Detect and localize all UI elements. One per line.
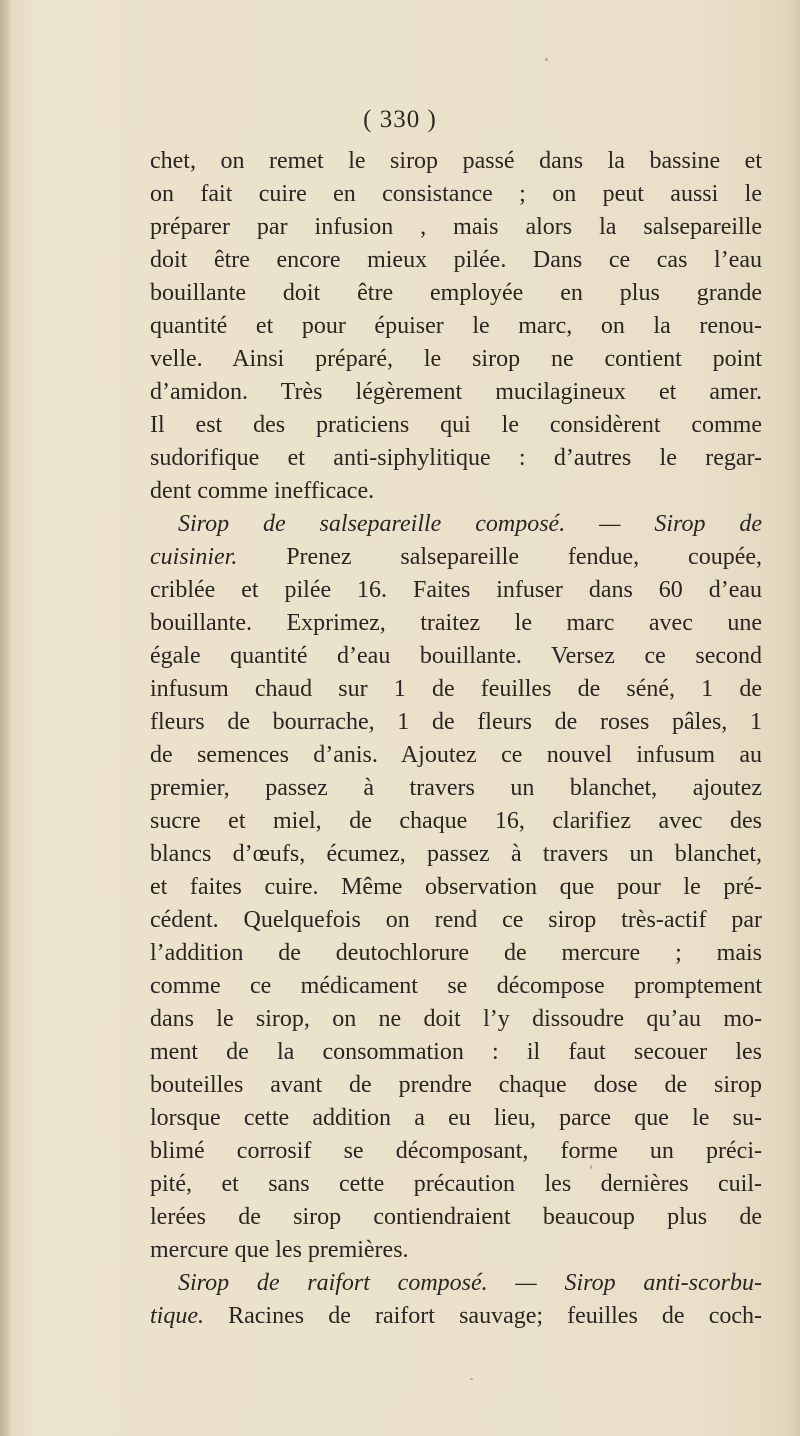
text-line: dans le sirop, on ne doit l’y dissoudre qu’au mo- [150, 1006, 762, 1032]
text-line: velle. Ainsi préparé, le sirop ne contient point [150, 346, 762, 372]
page-number: ( 330 ) [363, 106, 437, 133]
text-line: d’amidon. Très légèrement mucilagineux et amer. [150, 379, 762, 405]
italic-heading: cuisinier. [150, 544, 238, 570]
text-line: lorsque cette addition a eu lieu, parce que le su- [150, 1105, 762, 1131]
text-line: on fait cuire en consistance ; on peut aussi le [150, 181, 762, 207]
text-line: l’addition de deutochlorure de mercure ; mais [150, 940, 762, 966]
text-line: lerées de sirop contiendraient beaucoup plus de [150, 1204, 762, 1230]
text-line: bouillante. Exprimez, traitez le marc avec une [150, 610, 762, 636]
text-line: de semences d’anis. Ajoutez ce nouvel infusum au [150, 742, 762, 768]
paper-speck [470, 1378, 473, 1380]
binding-edge [0, 0, 10, 1436]
text-line: et faites cuire. Même observation que pour le pré- [150, 874, 762, 900]
text-line: Il est des praticiens qui le considèrent comme [150, 412, 762, 438]
text-line: sucre et miel, de chaque 16, clarifiez avec des [150, 808, 762, 834]
italic-heading: tique. [150, 1303, 204, 1329]
text-line: chet, on remet le sirop passé dans la bassine et [150, 148, 762, 174]
text-line: blimé corrosif se décomposant, forme un préci- [150, 1138, 762, 1164]
text-block [150, 145, 762, 1333]
text-line: ment de la consommation : il faut secouer les [150, 1039, 762, 1065]
italic-heading: Sirop de salsepareille composé. — Sirop de [178, 511, 762, 537]
text-line: infusum chaud sur 1 de feuilles de séné, 1 de [150, 676, 762, 702]
text-line: doit être encore mieux pilée. Dans ce cas l’eau [150, 247, 762, 273]
text-line: sudorifique et anti-siphylitique : d’autres le regar- [150, 445, 762, 471]
text-line: fleurs de bourrache, 1 de fleurs de roses pâles, 1 [150, 709, 762, 735]
text-line: blancs d’œufs, écumez, passez à travers un blanchet, [150, 841, 762, 867]
text-line: dent comme inefficace. [150, 478, 375, 504]
text-line: quantité et pour épuiser le marc, on la renou- [150, 313, 762, 339]
text-line: cédent. Quelquefois on rend ce sirop très-actif par [150, 907, 762, 933]
paper-speck [590, 1165, 592, 1169]
text-line: bouteilles avant de prendre chaque dose de sirop [150, 1072, 762, 1098]
section-heading-line [150, 1267, 762, 1300]
text-line: égale quantité d’eau bouillante. Versez ce second [150, 643, 762, 669]
text-line: tique. Racines de raifort sauvage; feuilles de coch- [150, 1303, 762, 1329]
text-line: cuisinier. Prenez salsepareille fendue, coupée, [150, 544, 762, 570]
text-line: pité, et sans cette précaution les dernières cuil- [150, 1171, 762, 1197]
text-line: premier, passez à travers un blanchet, ajoutez [150, 775, 762, 801]
text-line: comme ce médicament se décompose promptement [150, 973, 762, 999]
paper-speck [545, 58, 548, 61]
text-line: mercure que les premières. [150, 1237, 409, 1263]
text-line: criblée et pilée 16. Faites infuser dans 60 d’eau [150, 577, 762, 603]
section-heading-line [150, 508, 762, 541]
text-line: bouillante doit être employée en plus grande [150, 280, 762, 306]
text-line: préparer par infusion , mais alors la salsepareille [150, 214, 762, 240]
italic-heading: Sirop de raifort composé. — Sirop anti-scorbu- [178, 1270, 762, 1296]
